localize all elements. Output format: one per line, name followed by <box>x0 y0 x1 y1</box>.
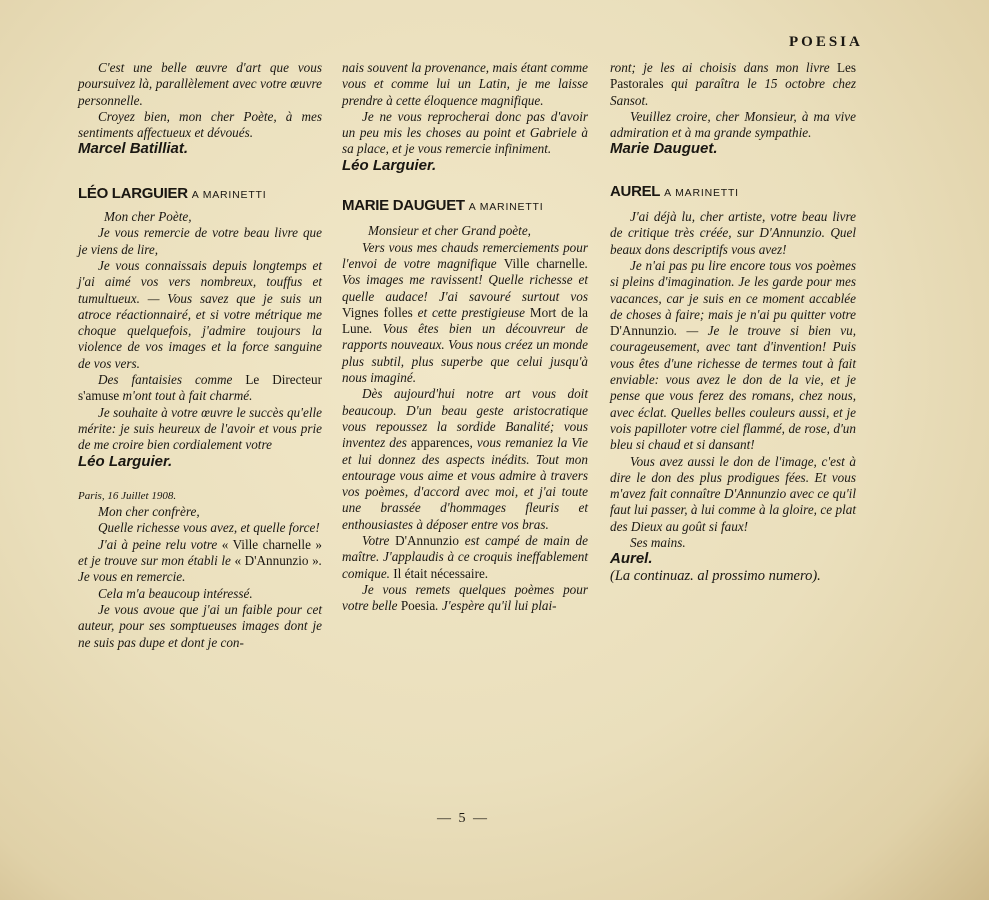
heading-recipient: A MARINETTI <box>664 186 739 199</box>
signature-batilliat: Marcel Batilliat. <box>78 140 189 158</box>
paragraph <box>78 372 322 405</box>
text-run: Vers vous mes chauds remerciements pour l'envoi de votre magnifique <box>342 239 588 271</box>
column-2 <box>342 60 588 615</box>
letter-heading-larguier <box>78 186 322 203</box>
work-title: « D'Annunzio » <box>234 553 319 569</box>
paragraph: Ses mains. <box>630 535 686 551</box>
dateline: Paris, 16 Juillet 1908. <box>78 489 177 502</box>
page-number: — 5 — <box>437 811 489 826</box>
text-run: . Vous êtes bien un découvreur de rapports nouveaux. Vous nous créez un monde plus subtil, plus superbe que celui jusqu'à nous imaginé. <box>342 321 588 386</box>
salutation: Monsieur et cher Grand poète, <box>368 223 531 239</box>
heading-recipient: A MARINETTI <box>468 201 544 214</box>
text-run: Dès aujourd'hui notre art vous doit beaucoup. D'un beau geste aristocratique vous repoussez la sordide Banalité; vous inventez des <box>342 386 588 451</box>
work-title: Le Directeur s'amuse <box>78 372 322 404</box>
text-run: . — Je le trouve si bien vu, courageusement, avec tant d'invention! Puis vous êtes d'une richesse de termes tout à fait enviable: vous avez le don de la vie, et je pense que vous ferez des romans, chez nous, avec éclat. Quelles belles couleurs aussi, et je vois papilloter votre ciel flammé, de rose, d'un bleu si chaud et si dansant! <box>610 323 856 453</box>
heading-recipient: A MARINETTI <box>191 188 267 201</box>
work-title: « Ville charnelle » <box>221 536 322 552</box>
signature-larguier: Léo Larguier. <box>78 452 173 470</box>
text-run: et je trouve sur mon établi le <box>78 553 235 569</box>
heading-name: AUREL <box>610 182 661 200</box>
salutation: Mon cher confrère, <box>98 504 200 520</box>
text-run: et cette prestigieuse <box>412 304 530 320</box>
text-run: Votre <box>362 533 396 549</box>
text-run: . J'espère qu'il lui plai- <box>435 598 557 614</box>
paragraph: nais souvent la provenance, mais étant comme vous et comme lui un Latin, je me laisse prendre à cette éloquence magnifique. <box>342 60 588 108</box>
paragraph: Cela m'a beaucoup intéressé. <box>98 585 253 601</box>
paragraph: Je ne vous reprocherai donc pas d'avoir un peu mis les choses au point et Gabriele à sa place, et je vous remercie infiniment. <box>342 108 588 157</box>
paragraph: J'ai déjà lu, cher artiste, votre beau livre de critique très créée, sur D'Annunzio. Quel beaux dons descriptifs vous avez! <box>610 209 856 257</box>
heading-name: MARIE DAUGUET <box>342 197 465 215</box>
work-title: Poesia <box>400 598 436 614</box>
paragraph <box>610 60 856 109</box>
text-run: Je vous remets quelques poèmes pour votre belle <box>342 581 588 614</box>
work-title: Ville charnelle <box>503 255 585 271</box>
signature-larguier: Léo Larguier. <box>342 156 437 174</box>
column-1 <box>78 60 322 651</box>
running-head: POESIA <box>789 34 863 50</box>
signature-aurel: Aurel. <box>610 550 653 568</box>
column-3 <box>610 60 856 584</box>
paragraph: Croyez bien, mon cher Poète, à mes sentiments affectueux et dévoués. <box>78 108 322 141</box>
work-title: Vignes folles <box>342 304 413 320</box>
text-run: ront; je les ai choisis dans mon livre <box>610 60 837 75</box>
text-run: . Vos images me ravissent! Quelle richesse et quelle audace! J'ai savouré surtout vos <box>342 255 588 304</box>
roman-sentence: Il était nécessaire. <box>393 565 489 581</box>
paragraph: Je vous avoue que j'ai un faible pour cet auteur, pour ses somptueuses images dont je ne suis pas dupe et dont je con- <box>78 601 322 650</box>
paragraph: Quelle richesse vous avez, et quelle force! <box>98 520 320 536</box>
text-run: Je n'ai pas pu lire encore tous vos poèmes si pleins d'imagination. Je les garde pour mes vacances, car je suis en ce moment accablée de choses à faire; mais je n'ai pu quitter votre <box>610 257 856 322</box>
paragraph <box>78 537 322 586</box>
work-title: Mort de la Lune <box>342 304 588 337</box>
roman-word: apparences <box>410 435 470 451</box>
paragraph <box>342 582 588 615</box>
text-run: Des fantaisies comme <box>98 372 246 388</box>
paragraph <box>342 386 588 533</box>
text-run: J'ai à peine relu votre <box>98 536 222 552</box>
text-run: qui paraîtra le 15 octobre chez Sansot. <box>610 76 856 108</box>
work-title: D'Annunzio <box>395 533 459 549</box>
paragraph <box>342 240 588 387</box>
signature-dauguet: Marie Dauguet. <box>610 140 718 158</box>
paragraph <box>342 533 588 582</box>
paragraph: Vous avez aussi le don de l'image, c'est à dire le don des plus prodigues fées. Et vous m'avez fait connaître D'Annunzio avec ce qu'il faut lui passer, à lui comme à la gloire, ce plat des Dieux au goût si faux! <box>610 453 856 534</box>
text-run: . Je vous en remercie. <box>78 553 322 585</box>
letter-heading-aurel <box>610 184 856 201</box>
text-run: m'ont tout à fait charmé. <box>119 388 253 404</box>
text-run: est campé de main de maître. J'applaudis à ce croquis ineffablement comique. <box>342 533 588 581</box>
paragraph: Je vous connaissais depuis longtemps et j'ai aimé vos vers nombreux, touffus et tumultueux. — Vous savez que je suis un atroce réactionnairé, et si votre métrique me choque quelquefois, j'admire toujours la violence de vos images et la force sanguine de vos vers. <box>78 257 322 371</box>
work-title: D'Annunzio <box>610 323 674 339</box>
letter-heading-dauguet <box>342 198 588 215</box>
paragraph: Je souhaite à votre œuvre le succès qu'elle mérite: je suis heureux de l'avoir et vous prie de me croire bien cordialement votre <box>78 404 322 453</box>
salutation: Mon cher Poète, <box>104 209 192 225</box>
continuation-note: (La continuaz. al prossimo numero). <box>610 567 821 584</box>
heading-name: LÉO LARGUIER <box>78 184 188 202</box>
paragraph: C'est une belle œuvre d'art que vous poursuivez là, parallèlement avec votre œuvre personnelle. <box>78 60 322 108</box>
paragraph: Je vous remercie de votre beau livre que je viens de lire, <box>78 225 322 257</box>
paragraph: Veuillez croire, cher Monsieur, à ma vive admiration et à ma grande sympathie. <box>610 108 856 141</box>
work-title: Les Pastorales <box>610 60 856 92</box>
paragraph <box>610 258 856 454</box>
text-run: , vous remaniez la Vie et lui donnez des aspects inédits. Tout mon entourage vous aime et vous admire à travers vos poèmes, d'accord avec moi, et j'ai toute une brassée d'hommages fleuris et enthousiastes à déposer entre vos bras. <box>342 435 588 532</box>
